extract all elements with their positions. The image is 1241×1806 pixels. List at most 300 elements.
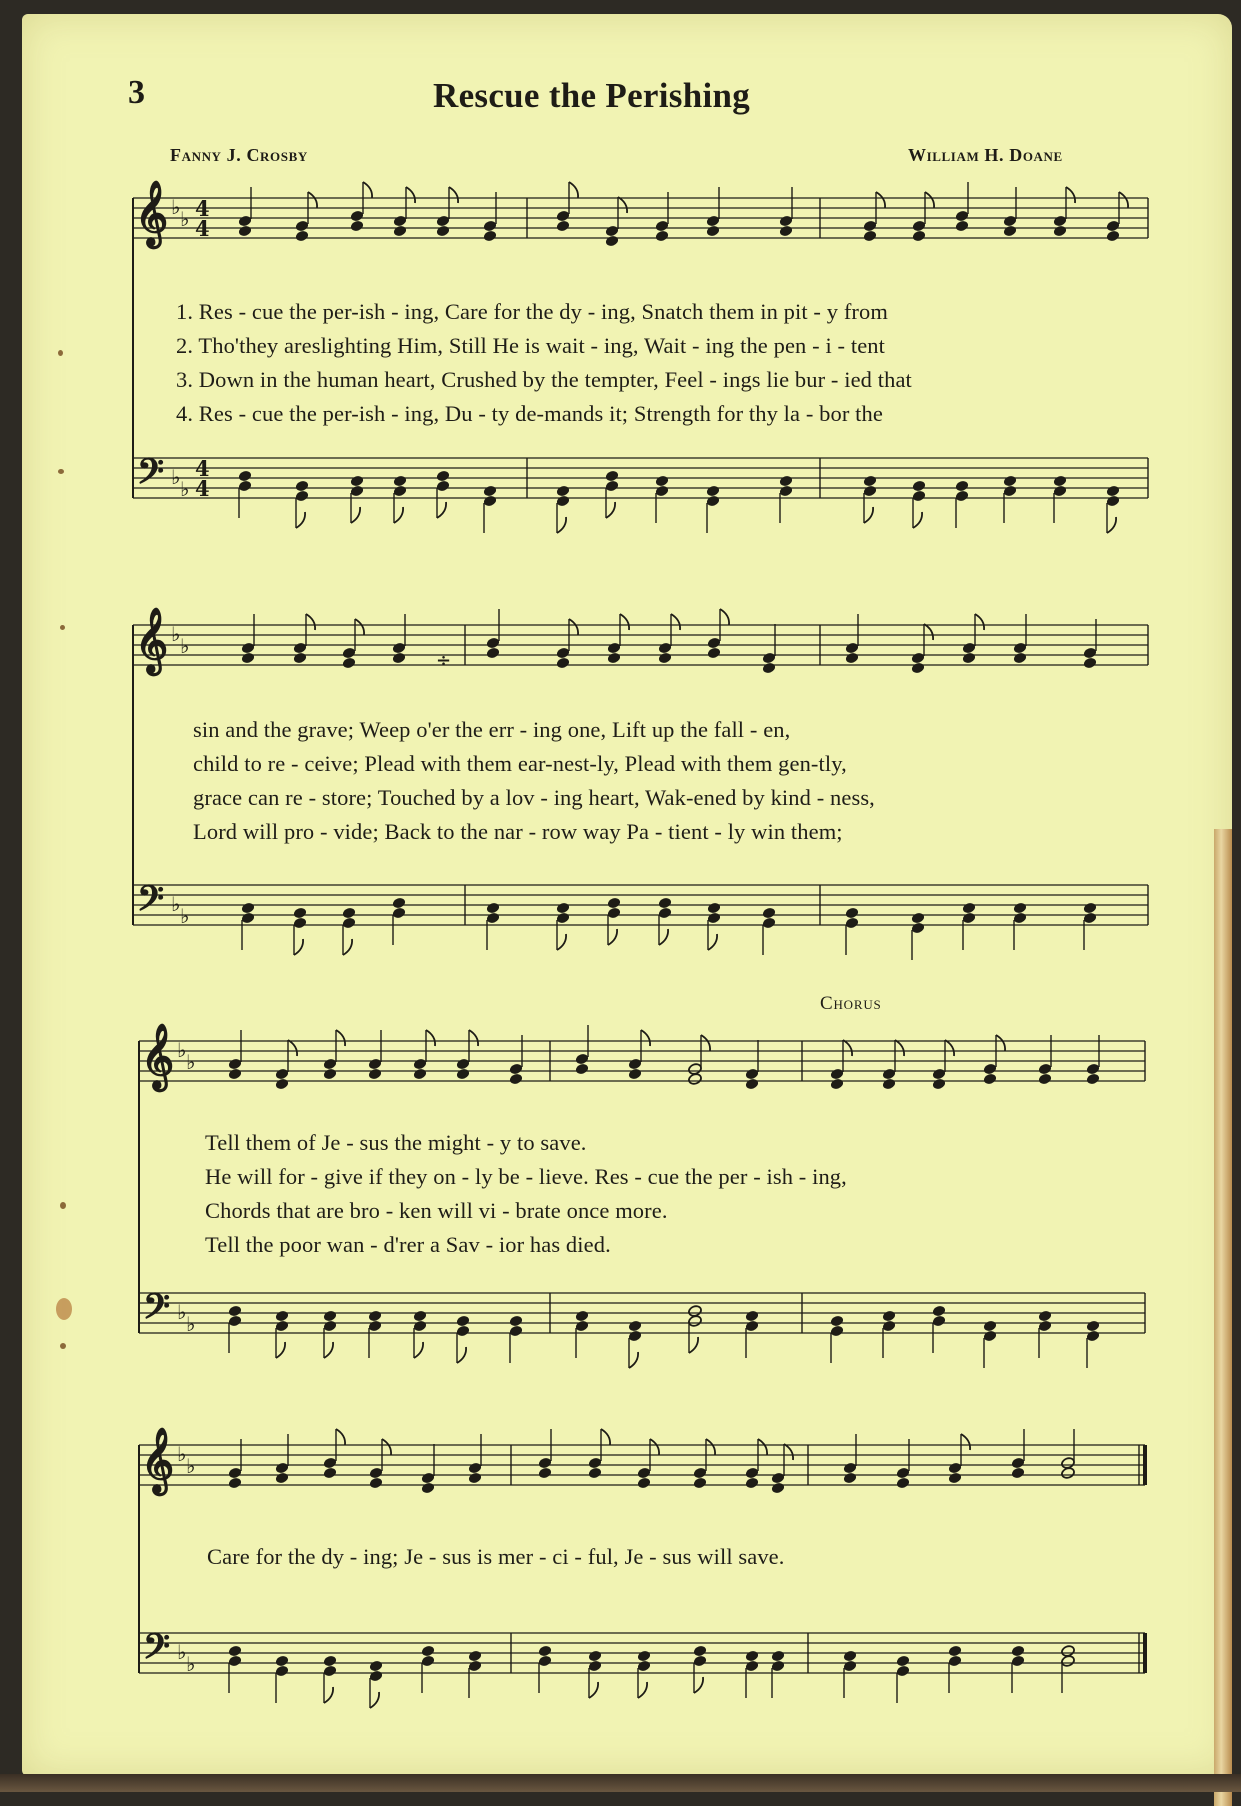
note-head (323, 1655, 338, 1668)
note-flag (276, 1342, 285, 1358)
note-head (843, 1462, 858, 1475)
flat-icon: ♭ (186, 1652, 196, 1676)
note-head (509, 1073, 524, 1086)
note-head (932, 1305, 947, 1318)
note-head (1013, 902, 1028, 915)
note-head (1053, 215, 1068, 228)
note-head (896, 1477, 911, 1490)
note-head (605, 225, 620, 238)
note-head (1013, 652, 1028, 665)
note-head (1003, 475, 1018, 488)
note-head (486, 902, 501, 915)
chorus-label: Chorus (820, 993, 882, 1014)
note-head (588, 1467, 603, 1480)
note-head (293, 642, 308, 655)
note-head (1038, 1063, 1053, 1076)
note-head (368, 1320, 383, 1333)
note-head (762, 917, 777, 930)
note-head (1061, 1655, 1076, 1668)
bass-clef-icon: 𝄢 (137, 451, 165, 500)
note-head (1086, 1073, 1101, 1086)
lyric-line-s2-v3: grace can re - store; Touched by a lov - ing heart, Wak-ened by kind - ness, (193, 785, 875, 810)
note-head (295, 490, 310, 503)
note-head (693, 1467, 708, 1480)
note-head (1038, 1073, 1053, 1086)
note-head (295, 480, 310, 493)
note-flag (720, 609, 729, 625)
note-head (413, 1310, 428, 1323)
note-head (275, 1665, 290, 1678)
note-head (637, 1477, 652, 1490)
note-flag (706, 1439, 715, 1455)
note-head (556, 902, 571, 915)
note-head (421, 1655, 436, 1668)
note-flag (945, 1040, 954, 1056)
note-head (392, 642, 407, 655)
note-head (556, 210, 571, 223)
note-flag (382, 1439, 391, 1455)
note-flag (1119, 192, 1128, 208)
note-head (323, 1457, 338, 1470)
note-flag (569, 182, 578, 198)
note-head (368, 1058, 383, 1071)
flat-icon: ♭ (177, 1640, 187, 1664)
note-head (637, 1660, 652, 1673)
note-head (575, 1063, 590, 1076)
note-head (538, 1645, 553, 1658)
note-flag (457, 1347, 466, 1363)
note-head (228, 1655, 243, 1668)
time-signature-bottom: 4 (195, 476, 210, 501)
note-head (706, 485, 721, 498)
note-flag (351, 507, 360, 523)
note-head (238, 470, 253, 483)
note-head (830, 1325, 845, 1338)
note-head (628, 1320, 643, 1333)
note-flag (426, 1030, 435, 1046)
note-head (368, 1310, 383, 1323)
flat-icon: ♭ (177, 1442, 187, 1466)
note-head (771, 1482, 786, 1495)
note-head (911, 922, 926, 935)
note-flag (437, 502, 446, 518)
note-head (1011, 1457, 1026, 1470)
flat-icon: ♭ (186, 1312, 196, 1336)
note-head (421, 1482, 436, 1495)
note-head (605, 235, 620, 248)
note-head (658, 652, 673, 665)
note-head (1003, 485, 1018, 498)
note-head (436, 215, 451, 228)
note-flag (996, 1035, 1005, 1051)
note-head (896, 1655, 911, 1668)
note-head (275, 1068, 290, 1081)
paper-speck (60, 625, 65, 630)
note-head (350, 475, 365, 488)
note-head (369, 1670, 384, 1683)
note-flag (324, 1342, 333, 1358)
note-head (350, 220, 365, 233)
note-head (556, 220, 571, 233)
note-head (932, 1078, 947, 1091)
note-head (1011, 1645, 1026, 1658)
note-head (628, 1058, 643, 1071)
note-flag (650, 1439, 659, 1455)
flat-icon: ♭ (177, 1038, 187, 1062)
note-head (1106, 485, 1121, 498)
note-head (607, 652, 622, 665)
flat-icon: ♭ (180, 904, 190, 928)
note-head (509, 1063, 524, 1076)
note-head (1086, 1320, 1101, 1333)
note-head (556, 495, 571, 508)
note-head (605, 470, 620, 483)
note-head (368, 1068, 383, 1081)
note-head (238, 225, 253, 238)
note-head (843, 1660, 858, 1673)
note-head (421, 1472, 436, 1485)
note-head (688, 1073, 703, 1086)
note-head (556, 912, 571, 925)
note-head (342, 647, 357, 660)
lyric-line-s1-v1: 1. Res - cue the per-ish - ing, Care for the dy - ing, Snatch them in pit - y from (176, 299, 888, 324)
flat-icon: ♭ (171, 622, 181, 646)
note-flag (925, 192, 934, 208)
lyric-line-s2-v4: Lord will pro - vide; Back to the nar - row way Pa - tient - ly win them; (193, 819, 843, 844)
note-head (323, 1068, 338, 1081)
note-head (1083, 912, 1098, 925)
treble-clef-icon: 𝄞 (135, 180, 169, 246)
note-head (436, 225, 451, 238)
note-flag (569, 619, 578, 635)
note-head (912, 480, 927, 493)
note-head (413, 1320, 428, 1333)
lyric-line-s2-v1: sin and the grave; Weep o'er the err - ing one, Lift up the fall - en, (193, 717, 791, 742)
note-head (468, 1462, 483, 1475)
note-head (707, 912, 722, 925)
note-head (1038, 1320, 1053, 1333)
note-head (983, 1073, 998, 1086)
note-head (707, 637, 722, 650)
flat-icon: ♭ (171, 465, 181, 489)
note-head (350, 210, 365, 223)
note-flag (689, 1337, 698, 1353)
note-flag (288, 1040, 297, 1056)
note-flag (601, 1429, 610, 1445)
note-head (655, 485, 670, 498)
note-head (556, 485, 571, 498)
note-head (845, 907, 860, 920)
note-flag (708, 934, 717, 950)
note-head (468, 1660, 483, 1673)
paper-speck (58, 350, 63, 356)
note-head (962, 912, 977, 925)
paper-speck (60, 1202, 66, 1209)
note-flag (363, 182, 372, 198)
note-head (1053, 475, 1068, 488)
note-head (932, 1315, 947, 1328)
note-flag (975, 614, 984, 630)
note-flag (671, 614, 680, 630)
note-flag (876, 192, 885, 208)
note-flag (913, 512, 922, 528)
note-head (607, 897, 622, 910)
note-head (1053, 485, 1068, 498)
note-head (1086, 1063, 1101, 1076)
note-flag (1107, 517, 1116, 533)
note-head (342, 907, 357, 920)
note-head (745, 1320, 760, 1333)
note-head (275, 1655, 290, 1668)
note-head (556, 647, 571, 660)
note-head (706, 225, 721, 238)
note-head (1013, 912, 1028, 925)
flat-icon: ♭ (171, 195, 181, 219)
note-head (1011, 1655, 1026, 1668)
note-head (393, 225, 408, 238)
note-flag (784, 1444, 793, 1460)
note-head (295, 220, 310, 233)
note-head (983, 1320, 998, 1333)
note-head (1086, 1330, 1101, 1343)
note-flag (589, 1682, 598, 1698)
note-head (241, 902, 256, 915)
note-flag (864, 507, 873, 523)
flat-icon: ♭ (180, 207, 190, 231)
note-head (413, 1058, 428, 1071)
note-head (882, 1068, 897, 1081)
note-head (863, 485, 878, 498)
note-head (1038, 1310, 1053, 1323)
note-head (228, 1645, 243, 1658)
note-head (983, 1063, 998, 1076)
lyric-line-s3-v4: Tell the poor wan - d'rer a Sav - ior has died. (205, 1232, 611, 1257)
note-head (955, 480, 970, 493)
note-head (688, 1315, 703, 1328)
note-head (1083, 647, 1098, 660)
note-head (392, 897, 407, 910)
note-head (1106, 230, 1121, 243)
note-head (955, 220, 970, 233)
note-head (436, 480, 451, 493)
note-head (707, 902, 722, 915)
note-head (369, 1477, 384, 1490)
note-head (962, 652, 977, 665)
note-head (830, 1078, 845, 1091)
note-flag (557, 934, 566, 950)
note-head (293, 652, 308, 665)
note-head (882, 1320, 897, 1333)
note-head (486, 637, 501, 650)
note-head (323, 1058, 338, 1071)
note-head (655, 475, 670, 488)
note-head (658, 907, 673, 920)
note-head (342, 917, 357, 930)
note-head (693, 1645, 708, 1658)
note-head (706, 495, 721, 508)
note-head (228, 1068, 243, 1081)
note-flag (449, 187, 458, 203)
note-head (588, 1457, 603, 1470)
note-head (882, 1310, 897, 1323)
note-head (588, 1650, 603, 1663)
note-head (293, 907, 308, 920)
note-head (693, 1477, 708, 1490)
note-head (745, 1650, 760, 1663)
note-head (948, 1655, 963, 1668)
note-head (486, 912, 501, 925)
note-head (1013, 642, 1028, 655)
note-head (911, 662, 926, 675)
note-head (863, 220, 878, 233)
note-head (228, 1058, 243, 1071)
note-flag (641, 1030, 650, 1046)
note-flag (355, 619, 364, 635)
note-head (962, 642, 977, 655)
note-head (745, 1068, 760, 1081)
note-head (655, 220, 670, 233)
note-head (421, 1645, 436, 1658)
note-head (628, 1068, 643, 1081)
note-flag (557, 517, 566, 533)
note-head (483, 230, 498, 243)
note-head (843, 1472, 858, 1485)
note-head (896, 1467, 911, 1480)
note-head (241, 912, 256, 925)
treble-clef-icon: 𝄞 (141, 1427, 175, 1493)
note-head (275, 1320, 290, 1333)
note-flag (306, 614, 315, 630)
note-head (509, 1325, 524, 1338)
note-head (745, 1467, 760, 1480)
note-head (483, 495, 498, 508)
note-head (575, 1320, 590, 1333)
note-head (1003, 215, 1018, 228)
repeat-sign: ÷ (436, 650, 452, 671)
note-head (228, 1305, 243, 1318)
time-signature-top: 4 (195, 456, 210, 481)
note-head (588, 1660, 603, 1673)
hymn-number: 3 (128, 74, 145, 111)
note-head (932, 1068, 947, 1081)
note-head (1053, 225, 1068, 238)
lyric-line-s3-v1: Tell them of Je - sus the might - y to save. (205, 1130, 587, 1155)
note-head (706, 215, 721, 228)
note-head (912, 490, 927, 503)
flat-icon: ♭ (171, 892, 181, 916)
note-head (456, 1068, 471, 1081)
note-flag (294, 939, 303, 955)
note-head (911, 912, 926, 925)
note-flag (394, 507, 403, 523)
note-head (845, 917, 860, 930)
hymn-title: Rescue the Perishing (433, 76, 751, 115)
note-head (771, 1660, 786, 1673)
note-head (436, 470, 451, 483)
note-head (369, 1467, 384, 1480)
note-flag (308, 192, 317, 208)
note-flag (414, 1342, 423, 1358)
note-head (456, 1315, 471, 1328)
note-flag (895, 1040, 904, 1056)
bass-clef-icon: 𝄢 (143, 1626, 171, 1675)
note-head (1106, 495, 1121, 508)
note-head (295, 230, 310, 243)
note-head (955, 490, 970, 503)
bass-clef-icon: 𝄢 (143, 1286, 171, 1335)
note-head (948, 1645, 963, 1658)
treble-clef-icon: 𝄞 (135, 607, 169, 673)
note-head (955, 210, 970, 223)
lyric-line-s1-v3: 3. Down in the human heart, Crushed by the tempter, Feel - ings lie bur - ied that (176, 367, 912, 392)
note-head (863, 475, 878, 488)
note-flag (606, 502, 615, 518)
note-head (762, 907, 777, 920)
note-head (293, 917, 308, 930)
paper-speck (60, 1343, 66, 1349)
note-head (845, 652, 860, 665)
note-head (779, 225, 794, 238)
note-head (771, 1650, 786, 1663)
note-flag (469, 1030, 478, 1046)
note-head (556, 657, 571, 670)
note-head (830, 1315, 845, 1328)
note-flag (336, 1429, 345, 1445)
note-head (392, 652, 407, 665)
note-flag (406, 187, 415, 203)
composer-credit: William H. Doane (908, 145, 1063, 165)
note-head (393, 485, 408, 498)
note-head (779, 485, 794, 498)
note-head (413, 1068, 428, 1081)
note-head (637, 1467, 652, 1480)
lyric-line-s2-v2: child to re - ceive; Plead with them ear-nest-ly, Plead with them gen-tly, (193, 751, 847, 776)
note-head (605, 480, 620, 493)
note-head (323, 1310, 338, 1323)
note-head (1106, 220, 1121, 233)
note-head (745, 1660, 760, 1673)
paper-stain (56, 1298, 72, 1320)
note-head (241, 642, 256, 655)
time-signature-bottom: 4 (195, 216, 210, 241)
note-head (762, 662, 777, 675)
note-head (896, 1665, 911, 1678)
note-head (456, 1058, 471, 1071)
note-head (241, 652, 256, 665)
note-flag (638, 1682, 647, 1698)
note-head (1011, 1467, 1026, 1480)
lyric-line-s4-v1: Care for the dy - ing; Je - sus is mer - ci - ful, Je - sus will save. (207, 1544, 785, 1569)
note-head (1083, 657, 1098, 670)
note-head (1083, 902, 1098, 915)
note-head (228, 1467, 243, 1480)
note-head (843, 1650, 858, 1663)
note-head (275, 1310, 290, 1323)
note-flag (370, 1692, 379, 1708)
note-head (830, 1068, 845, 1081)
note-head (393, 475, 408, 488)
note-head (342, 657, 357, 670)
note-head (538, 1457, 553, 1470)
note-head (369, 1660, 384, 1673)
note-head (538, 1467, 553, 1480)
note-head (486, 647, 501, 660)
note-head (392, 907, 407, 920)
note-head (456, 1325, 471, 1338)
note-head (707, 647, 722, 660)
note-flag (629, 1352, 638, 1368)
lyric-line-s1-v2: 2. Tho'they areslighting Him, Still He is wait - ing, Wait - ing the pen - i - tent (176, 333, 885, 358)
